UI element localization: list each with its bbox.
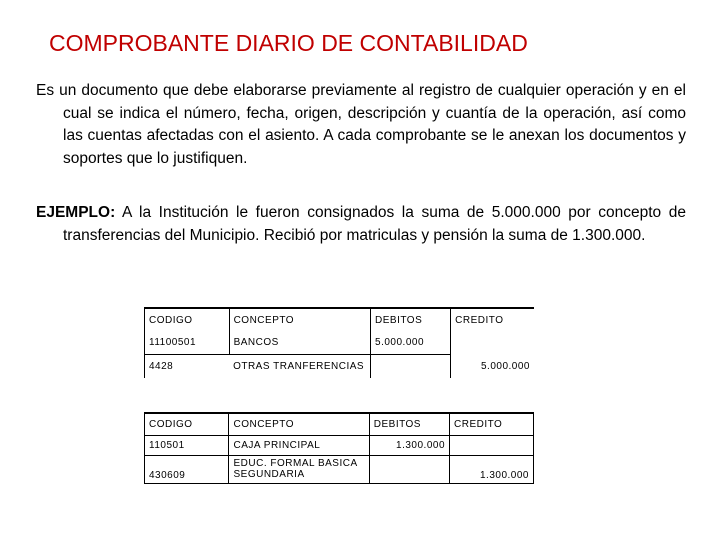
cell-debitos: 1.300.000 — [369, 435, 449, 455]
cell-credito: 5.000.000 — [451, 354, 534, 378]
page-title: COMPROBANTE DIARIO DE CONTABILIDAD — [49, 30, 528, 56]
cell-concepto: OTRAS TRANFERENCIAS — [233, 360, 365, 372]
cell-credito — [451, 332, 534, 354]
example-label: EJEMPLO: — [36, 204, 116, 221]
cell-debitos — [371, 354, 451, 378]
cell-codigo: 110501 — [145, 435, 229, 455]
table-row — [145, 455, 534, 483]
example-paragraph — [36, 202, 686, 247]
journal-entry-table-2 — [144, 412, 534, 484]
cell-credito: 1.300.000 — [450, 455, 534, 483]
concepto-line-2: SEGUNDARIA — [233, 469, 305, 480]
header-debitos: DEBITOS — [369, 413, 449, 435]
cell-codigo: 430609 — [145, 455, 229, 483]
header-debitos: DEBITOS — [371, 308, 451, 332]
table-row — [145, 354, 535, 378]
example-text: A la Institución le fueron consignados la suma de 5.000.000 por concepto de transferencias del Municipio. Recibió por matriculas y pensión la suma de 1.300.000. — [63, 204, 686, 244]
cell-concepto: BANCOS — [229, 332, 370, 354]
cell-codigo: 11100501 — [145, 332, 230, 354]
cell-concepto: CAJA PRINCIPAL — [229, 435, 369, 455]
definition-paragraph: Es un documento que debe elaborarse previamente al registro de cualquier operación y en el cual se indica el número, fecha, origen, descripción y cuantía de la operación, así como las cuentas afectadas con el asiento. A cada comprobante se le anexan los documentos y soportes que lo justifiquen. — [36, 82, 686, 167]
cell-credito — [450, 435, 534, 455]
table-row — [145, 435, 534, 455]
header-concepto: CONCEPTO — [229, 413, 369, 435]
journal-entry-table-1 — [144, 307, 534, 378]
header-credito: CREDITO — [450, 413, 534, 435]
header-concepto: CONCEPTO — [229, 308, 370, 332]
cell-concepto — [229, 455, 369, 483]
cell-codigo: 4428 — [145, 354, 230, 378]
cell-debitos: 5.000.000 — [371, 332, 451, 354]
header-codigo: CODIGO — [145, 413, 229, 435]
concepto-line-1: EDUC. FORMAL BASICA — [233, 458, 358, 469]
cell-debitos — [369, 455, 449, 483]
table-header-row — [145, 413, 534, 435]
header-codigo: CODIGO — [145, 308, 230, 332]
header-credito: CREDITO — [451, 308, 534, 332]
table-row — [145, 332, 535, 354]
table-header-row — [145, 308, 535, 332]
